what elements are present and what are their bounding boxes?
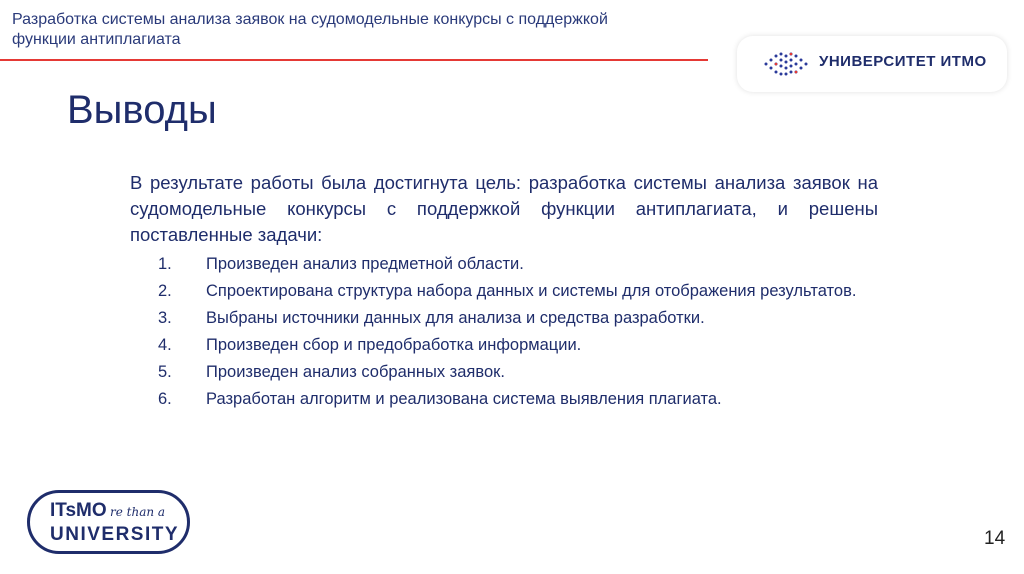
list-item-text: Спроектирована структура набора данных и системы для отображения результатов. <box>206 282 857 300</box>
list-item <box>130 362 878 383</box>
list-item-text: Произведен анализ предметной области. <box>206 255 524 273</box>
list-item-number: 3. <box>158 309 172 327</box>
slide-title: Выводы <box>67 88 217 132</box>
logo-tagline: re than a <box>110 505 166 519</box>
page-number: 14 <box>984 528 1006 549</box>
header-divider <box>0 59 708 61</box>
list-item-text: Выбраны источники данных для анализа и средства разработки. <box>206 309 705 327</box>
list-item-text: Произведен анализ собранных заявок. <box>206 363 505 381</box>
itmo-dots-icon <box>763 50 813 78</box>
list-item <box>130 308 878 329</box>
list-item-text: Разработан алгоритм и реализована система выявления плагиата. <box>206 390 722 408</box>
list-item <box>130 281 878 302</box>
logo-line2: UNIVERSITY <box>50 524 180 545</box>
list-item-text: Произведен сбор и предобработка информации. <box>206 336 582 354</box>
intro-paragraph: В результате работы была достигнута цель: разработка системы анализа заявок на судомодельные конкурсы с поддержкой функции антиплагиата, и решены поставленные задачи: <box>130 172 878 245</box>
list-item <box>130 389 878 410</box>
header-title: Разработка системы анализа заявок на судомодельные конкурсы с поддержкой функции антиплагиата <box>12 11 608 48</box>
itmo-logo <box>737 36 1007 92</box>
list-item <box>130 254 878 275</box>
list-item-number: 1. <box>158 255 172 273</box>
logo-line1: ITsMO <box>50 500 107 521</box>
list-item <box>130 335 878 356</box>
itmo-more-than-university-logo <box>27 490 190 554</box>
list-item-number: 5. <box>158 363 172 381</box>
list-item-number: 6. <box>158 390 172 408</box>
itmo-logo-text: УНИВЕРСИТЕТ ИТМО <box>819 53 987 70</box>
conclusions-list <box>130 254 878 416</box>
list-item-number: 2. <box>158 282 172 300</box>
list-item-number: 4. <box>158 336 172 354</box>
